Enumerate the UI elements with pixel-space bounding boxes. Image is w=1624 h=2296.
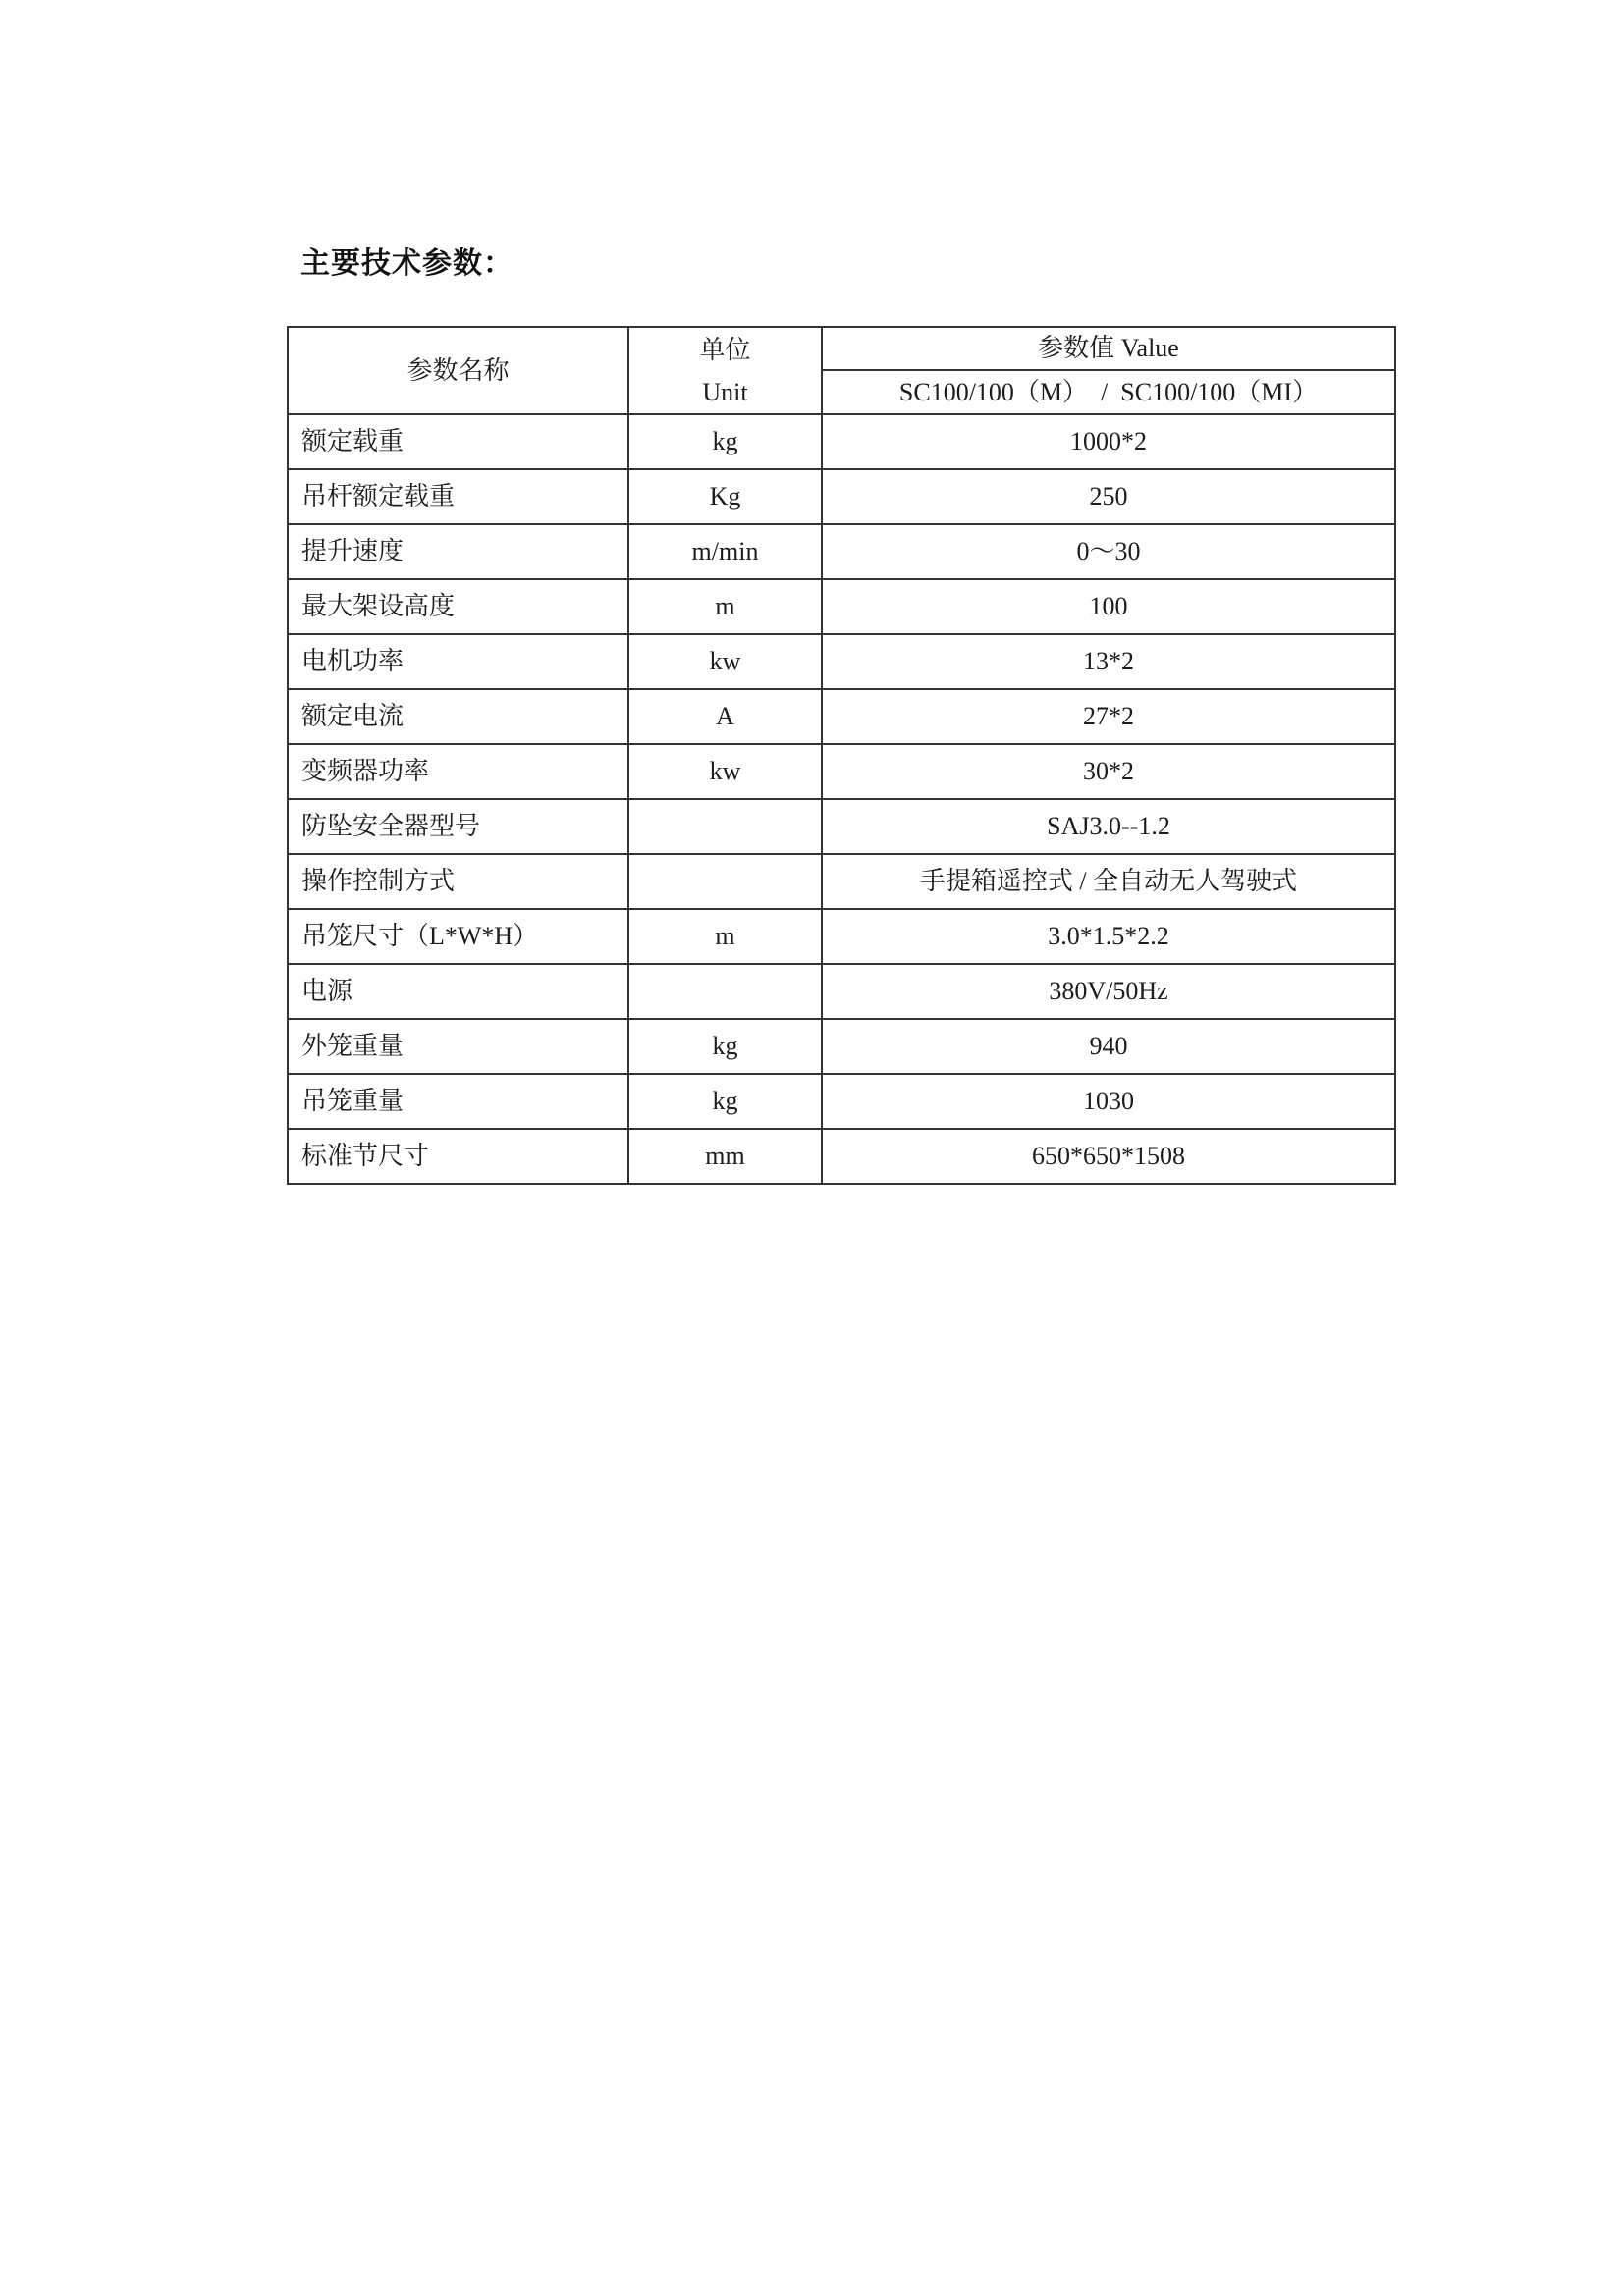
unit-cell: kg (628, 1074, 822, 1129)
table-row (288, 799, 1395, 854)
param-name-cell: 额定电流 (288, 689, 628, 744)
table-header-row-1 (288, 327, 1395, 370)
table-row (288, 1074, 1395, 1129)
value-cell: 30*2 (822, 744, 1395, 799)
unit-cell: kg (628, 1019, 822, 1074)
table-row (288, 579, 1395, 634)
table-row (288, 964, 1395, 1019)
header-unit-line1: 单位 (699, 335, 751, 364)
unit-cell: kw (628, 744, 822, 799)
table-row (288, 689, 1395, 744)
value-cell: 3.0*1.5*2.2 (822, 909, 1395, 964)
value-cell: SAJ3.0--1.2 (822, 799, 1395, 854)
unit-cell: m/min (628, 524, 822, 579)
header-models-cell: SC100/100（M） / SC100/100（MI） (822, 370, 1395, 414)
param-name-cell: 操作控制方式 (288, 854, 628, 909)
table-row (288, 1019, 1395, 1074)
param-name-cell: 电源 (288, 964, 628, 1019)
param-name-cell: 吊杆额定载重 (288, 469, 628, 524)
param-name-cell: 标准节尺寸 (288, 1129, 628, 1184)
param-name-cell: 外笼重量 (288, 1019, 628, 1074)
unit-cell: A (628, 689, 822, 744)
value-cell: 940 (822, 1019, 1395, 1074)
param-name-cell: 防坠安全器型号 (288, 799, 628, 854)
table-row (288, 854, 1395, 909)
value-cell: 1000*2 (822, 414, 1395, 469)
param-name-cell: 提升速度 (288, 524, 628, 579)
table-row (288, 909, 1395, 964)
unit-cell: m (628, 579, 822, 634)
unit-cell: Kg (628, 469, 822, 524)
value-cell: 250 (822, 469, 1395, 524)
unit-cell (628, 799, 822, 854)
value-cell: 13*2 (822, 634, 1395, 689)
param-name-cell: 最大架设高度 (288, 579, 628, 634)
unit-cell (628, 964, 822, 1019)
table-row (288, 1129, 1395, 1184)
table-row (288, 744, 1395, 799)
table-row (288, 414, 1395, 469)
param-name-cell: 额定载重 (288, 414, 628, 469)
param-name-cell: 吊笼尺寸（L*W*H） (288, 909, 628, 964)
param-name-cell: 变频器功率 (288, 744, 628, 799)
header-unit-cell (628, 327, 822, 414)
value-cell: 1030 (822, 1074, 1395, 1129)
unit-cell: kg (628, 414, 822, 469)
unit-cell: mm (628, 1129, 822, 1184)
unit-cell (628, 854, 822, 909)
value-cell: 27*2 (822, 689, 1395, 744)
header-value-cell: 参数值 Value (822, 327, 1395, 370)
page-title: 主要技术参数： (300, 247, 514, 280)
parameters-table (287, 326, 1396, 1185)
table-row (288, 524, 1395, 579)
header-unit-line2: Unit (702, 377, 748, 406)
unit-cell: m (628, 909, 822, 964)
value-cell: 手提箱遥控式 / 全自动无人驾驶式 (822, 854, 1395, 909)
value-cell: 380V/50Hz (822, 964, 1395, 1019)
table-row (288, 634, 1395, 689)
unit-cell: kw (628, 634, 822, 689)
param-name-cell: 电机功率 (288, 634, 628, 689)
table-row (288, 469, 1395, 524)
param-name-cell: 吊笼重量 (288, 1074, 628, 1129)
header-param-name-cell: 参数名称 (288, 327, 628, 414)
value-cell: 100 (822, 579, 1395, 634)
value-cell: 0～30 (822, 524, 1395, 579)
value-cell: 650*650*1508 (822, 1129, 1395, 1184)
